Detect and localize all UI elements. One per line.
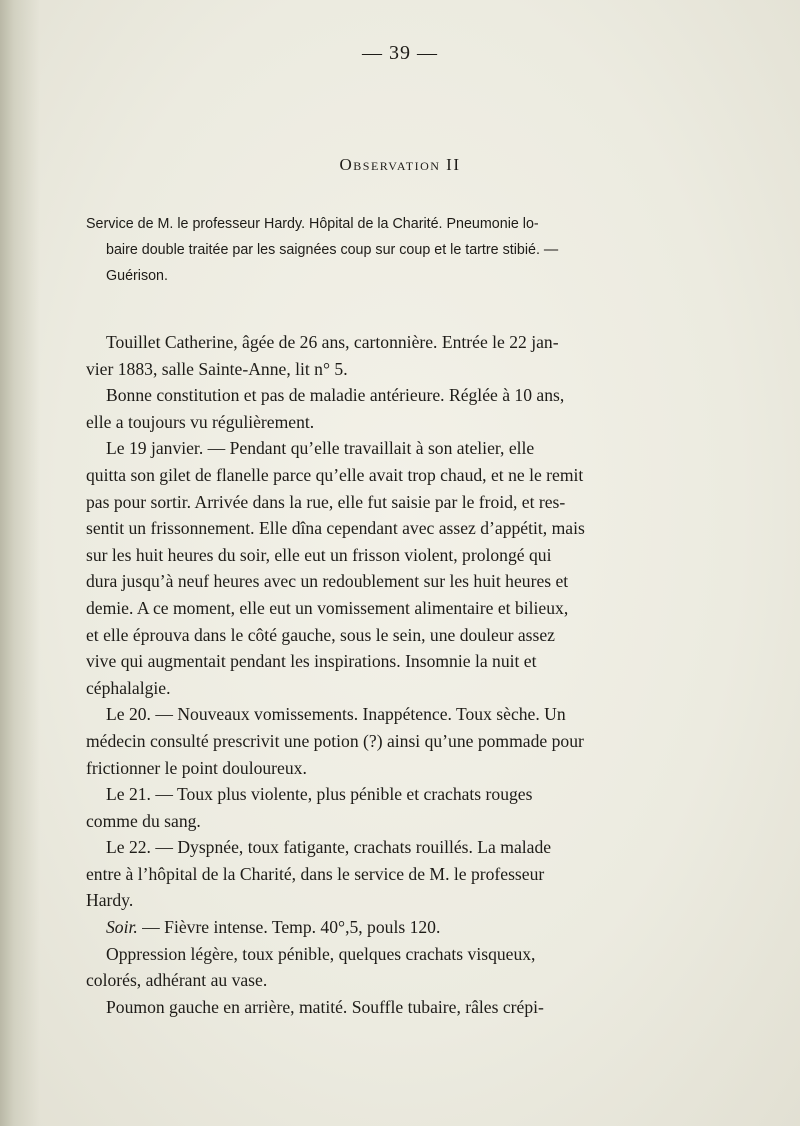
body-line: pas pour sortir. Arrivée dans la rue, elle fut saisie par le froid, et res- [86,491,566,512]
body-line: dura jusqu’à neuf heures avec un redoublement sur les huit heures et [86,571,569,592]
body-line: vive qui augmentait pendant les inspirations. Insomnie la nuit et [86,651,537,672]
summary-line: baire double traitée par les saignées coup sur coup et le tartre stibié. — [106,242,559,258]
body-line: sentit un frissonnement. Elle dîna cependant avec assez d’appétit, mais [86,518,585,539]
body-line: elle a toujours vu régulièrement. [86,411,315,432]
body-line: Le 19 janvier. — Pendant qu’elle travaillait à son atelier, elle [106,438,535,459]
body-line: vier 1883, salle Sainte-Anne, lit n° 5. [86,358,348,379]
body-line: demie. A ce moment, elle eut un vomissement alimentaire et bilieux, [86,597,569,618]
body-line: Le 20. — Nouveaux vomissements. Inappétence. Toux sèche. Un [106,704,566,725]
summary-line: Service de M. le professeur Hardy. Hôpital de la Charité. Pneumonie lo- [86,216,539,232]
body-line: céphalalgie. [86,677,171,698]
body-line: sur les huit heures du soir, elle eut un frisson violent, prolongé qui [86,544,552,565]
soir-label: Soir. [106,917,138,938]
case-report-body [86,329,726,1020]
body-line: médecin consulté prescrivit une potion (?) ainsi qu’une pommade pour [86,730,584,751]
body-line: Hardy. [86,890,134,911]
summary-line: Guérison. [106,268,168,284]
case-summary [86,211,726,289]
body-line: quitta son gilet de flanelle parce qu’elle avait trop chaud, et ne le remit [86,464,584,485]
body-line: Le 21. — Toux plus violente, plus pénible et crachats rouges [106,784,533,805]
page-number: — 39 — [362,42,438,64]
body-line: Oppression légère, toux pénible, quelques crachats visqueux, [106,943,536,964]
body-line: colorés, adhérant au vase. [86,970,268,991]
body-line: et elle éprouva dans le côté gauche, sous le sein, une douleur assez [86,624,555,645]
body-line: comme du sang. [86,810,201,831]
body-line-soir [86,914,726,941]
body-line: frictionner le point douloureux. [86,757,307,778]
body-line: Touillet Catherine, âgée de 26 ans, cartonnière. Entrée le 22 jan- [106,332,559,352]
body-line: entre à l’hôpital de la Charité, dans le service de M. le professeur [86,863,545,884]
body-line: Poumon gauche en arrière, matité. Souffle tubaire, râles crépi- [106,996,544,1017]
body-line: Le 22. — Dyspnée, toux fatigante, crachats rouillés. La malade [106,837,552,858]
observation-title: Observation II [339,155,461,174]
soir-text: — Fièvre intense. Temp. 40°,5, pouls 120. [137,917,441,938]
body-line: Bonne constitution et pas de maladie antérieure. Réglée à 10 ans, [106,385,565,406]
